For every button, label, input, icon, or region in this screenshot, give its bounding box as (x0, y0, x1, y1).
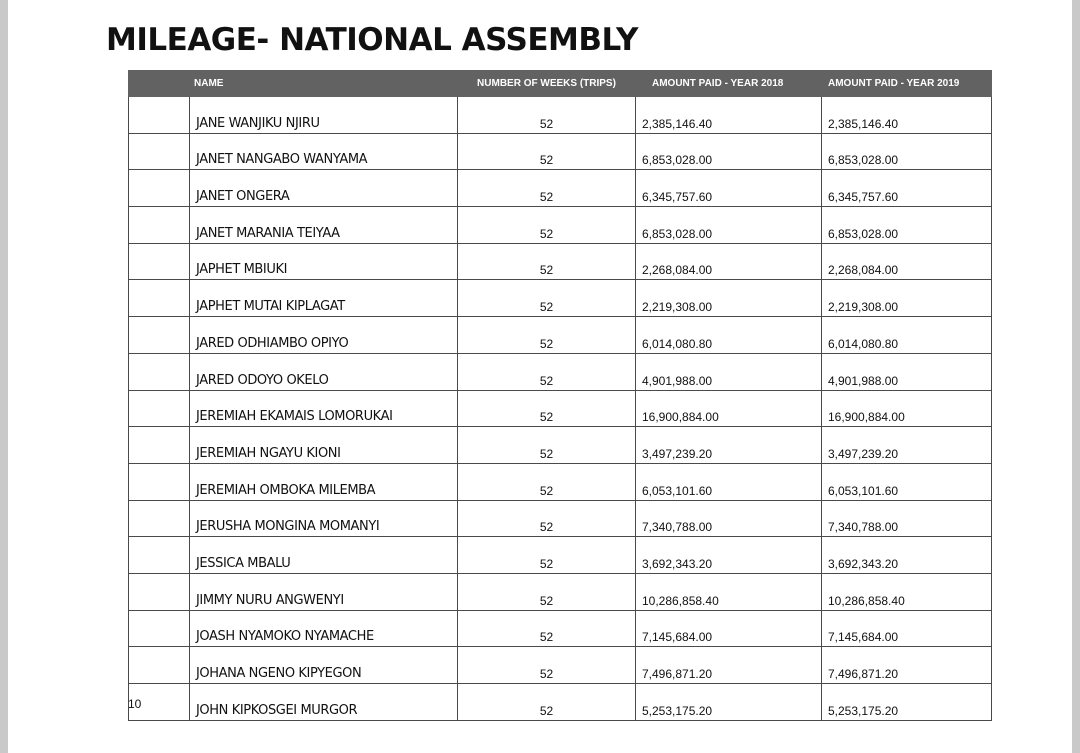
table-row (129, 97, 992, 134)
row-blank-cell (129, 353, 190, 390)
row-weeks-cell: 52 (458, 133, 636, 170)
table-row (129, 427, 992, 464)
row-name-cell: JOHN KIPKOSGEI MURGOR (190, 684, 458, 721)
row-weeks-cell: 52 (458, 463, 636, 500)
row-blank-cell (129, 537, 190, 574)
row-amount-2018-cell: 7,496,871.20 (636, 647, 822, 684)
table-row (129, 463, 992, 500)
table-row (129, 207, 992, 244)
row-blank-cell (129, 647, 190, 684)
row-amount-2019-cell: 7,496,871.20 (822, 647, 992, 684)
row-name-cell: JEREMIAH EKAMAIS LOMORUKAI (190, 390, 458, 427)
row-weeks-cell: 52 (458, 647, 636, 684)
row-weeks-cell: 52 (458, 280, 636, 317)
row-name-cell: JANET MARANIA TEIYAA (190, 207, 458, 244)
row-weeks-cell: 52 (458, 170, 636, 207)
row-weeks-cell: 52 (458, 537, 636, 574)
row-amount-2018-cell: 5,253,175.20 (636, 684, 822, 721)
row-weeks-cell: 52 (458, 684, 636, 721)
row-amount-2019-cell: 6,014,080.80 (822, 317, 992, 354)
row-amount-2018-cell: 2,268,084.00 (636, 243, 822, 280)
row-amount-2018-cell: 2,219,308.00 (636, 280, 822, 317)
row-name-cell: JEREMIAH NGAYU KIONI (190, 427, 458, 464)
row-amount-2019-cell: 6,345,757.60 (822, 170, 992, 207)
row-blank-cell (129, 97, 190, 134)
page-title: MILEAGE- NATIONAL ASSEMBLY (106, 22, 638, 58)
row-amount-2019-cell: 16,900,884.00 (822, 390, 992, 427)
row-blank-cell (129, 463, 190, 500)
row-amount-2018-cell: 16,900,884.00 (636, 390, 822, 427)
row-weeks-cell: 52 (458, 317, 636, 354)
row-name-cell: JANE WANJIKU NJIRU (190, 97, 458, 134)
row-amount-2019-cell: 7,340,788.00 (822, 500, 992, 537)
row-amount-2018-cell: 6,853,028.00 (636, 207, 822, 244)
row-amount-2018-cell: 7,145,684.00 (636, 610, 822, 647)
table-row (129, 684, 992, 721)
row-blank-cell (129, 280, 190, 317)
row-name-cell: JARED ODOYO OKELO (190, 353, 458, 390)
row-blank-cell (129, 207, 190, 244)
table-row (129, 500, 992, 537)
header-weeks: NUMBER OF WEEKS (TRIPS) (458, 71, 636, 97)
table-row (129, 537, 992, 574)
header-blank (129, 71, 190, 97)
table-row (129, 353, 992, 390)
row-amount-2019-cell: 4,901,988.00 (822, 353, 992, 390)
row-weeks-cell: 52 (458, 427, 636, 464)
row-amount-2018-cell: 4,901,988.00 (636, 353, 822, 390)
row-name-cell: JESSICA MBALU (190, 537, 458, 574)
row-name-cell: JARED ODHIAMBO OPIYO (190, 317, 458, 354)
row-amount-2019-cell: 6,853,028.00 (822, 133, 992, 170)
table-row (129, 317, 992, 354)
row-blank-cell (129, 500, 190, 537)
row-amount-2018-cell: 6,053,101.60 (636, 463, 822, 500)
row-blank-cell (129, 610, 190, 647)
row-amount-2019-cell: 5,253,175.20 (822, 684, 992, 721)
document-page (8, 0, 1072, 753)
row-name-cell: JIMMY NURU ANGWENYI (190, 573, 458, 610)
row-name-cell: JANET NANGABO WANYAMA (190, 133, 458, 170)
row-blank-cell (129, 170, 190, 207)
row-blank-cell (129, 133, 190, 170)
table-row (129, 243, 992, 280)
row-name-cell: JAPHET MBIUKI (190, 243, 458, 280)
row-name-cell: JEREMIAH OMBOKA MILEMBA (190, 463, 458, 500)
row-name-cell: JANET ONGERA (190, 170, 458, 207)
row-name-cell: JERUSHA MONGINA MOMANYI (190, 500, 458, 537)
table-row (129, 647, 992, 684)
row-amount-2019-cell: 2,268,084.00 (822, 243, 992, 280)
row-amount-2019-cell: 10,286,858.40 (822, 573, 992, 610)
row-amount-2018-cell: 10,286,858.40 (636, 573, 822, 610)
row-amount-2018-cell: 3,497,239.20 (636, 427, 822, 464)
table-row (129, 133, 992, 170)
row-amount-2018-cell: 2,385,146.40 (636, 97, 822, 134)
row-amount-2019-cell: 3,497,239.20 (822, 427, 992, 464)
row-name-cell: JAPHET MUTAI KIPLAGAT (190, 280, 458, 317)
header-amount-2018: AMOUNT PAID - YEAR 2018 (636, 71, 822, 97)
row-name-cell: JOHANA NGENO KIPYEGON (190, 647, 458, 684)
header-name: NAME (190, 71, 458, 97)
row-amount-2018-cell: 6,853,028.00 (636, 133, 822, 170)
row-blank-cell (129, 427, 190, 464)
row-weeks-cell: 52 (458, 500, 636, 537)
row-weeks-cell: 52 (458, 390, 636, 427)
row-weeks-cell: 52 (458, 97, 636, 134)
table-row (129, 573, 992, 610)
mileage-table (128, 70, 992, 721)
page-number: 10 (128, 697, 142, 711)
row-weeks-cell: 52 (458, 353, 636, 390)
row-weeks-cell: 52 (458, 243, 636, 280)
row-amount-2019-cell: 2,219,308.00 (822, 280, 992, 317)
row-name-cell: JOASH NYAMOKO NYAMACHE (190, 610, 458, 647)
row-amount-2019-cell: 6,853,028.00 (822, 207, 992, 244)
row-blank-cell (129, 243, 190, 280)
row-blank-cell (129, 317, 190, 354)
row-amount-2018-cell: 6,014,080.80 (636, 317, 822, 354)
row-weeks-cell: 52 (458, 610, 636, 647)
row-amount-2019-cell: 6,053,101.60 (822, 463, 992, 500)
row-amount-2018-cell: 3,692,343.20 (636, 537, 822, 574)
row-weeks-cell: 52 (458, 207, 636, 244)
header-amount-2019: AMOUNT PAID - YEAR 2019 (822, 71, 992, 97)
row-amount-2018-cell: 7,340,788.00 (636, 500, 822, 537)
table-row (129, 390, 992, 427)
table-row (129, 610, 992, 647)
row-blank-cell (129, 573, 190, 610)
table-row (129, 170, 992, 207)
row-weeks-cell: 52 (458, 573, 636, 610)
row-amount-2019-cell: 7,145,684.00 (822, 610, 992, 647)
row-blank-cell (129, 390, 190, 427)
table-header-row (129, 71, 992, 97)
table-row (129, 280, 992, 317)
row-amount-2018-cell: 6,345,757.60 (636, 170, 822, 207)
row-amount-2019-cell: 2,385,146.40 (822, 97, 992, 134)
row-amount-2019-cell: 3,692,343.20 (822, 537, 992, 574)
